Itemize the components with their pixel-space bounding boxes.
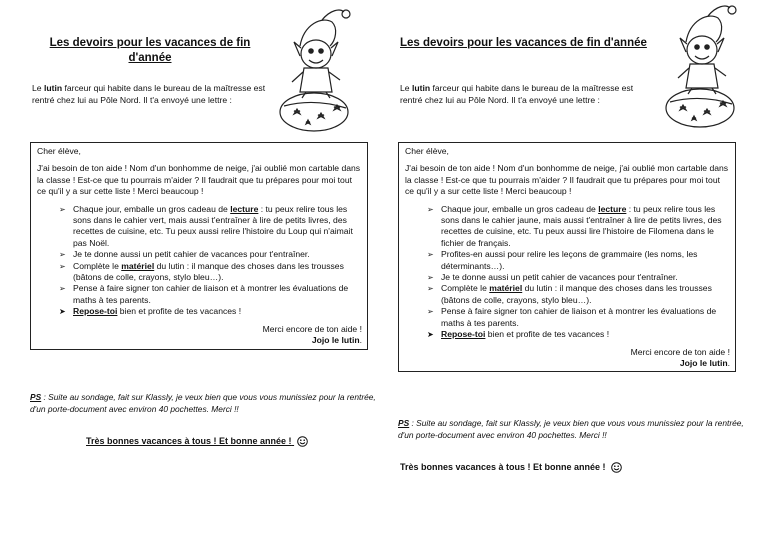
- list-item: ➢ Je te donne aussi un petit cahier de vacances pour t'entraîner.: [59, 249, 362, 260]
- letter-box: [398, 142, 736, 372]
- intro-text: Le lutin farceur qui habite dans le bureau de la maîtresse est rentré chez lui au Pôle Nord. Il t'a envoyé une lettre :: [400, 83, 634, 105]
- list-item: ➢ Pense à faire signer ton cahier de liaison et à montrer les évaluations de maths à tes parents.: [427, 306, 730, 329]
- elf-illustration: [656, 2, 741, 130]
- list-item: ➢ Chaque jour, emballe un gros cadeau de lecture : tu peux relire tous les sons dans le cahier jaune, mais aussi t'entraîner à lire de petits livres, des recettes de cuisine, etc. Tu peux aussi lire l'histoire de Filomena dans le fichier de français.: [427, 204, 730, 250]
- letter-box: [30, 142, 368, 350]
- wish-line: Très bonnes vacances à tous ! Et bonne année !: [86, 436, 308, 447]
- list-item: ➢ Complète le matériel du lutin : il manque des choses dans les trousses (bâtons de colle, crayons, stylo bleu…).: [427, 283, 730, 306]
- greeting: Cher élève,: [37, 146, 81, 156]
- list-item: ➤ Repose-toi bien et profite de tes vacances !: [59, 306, 362, 317]
- wish-line: Très bonnes vacances à tous ! Et bonne année !: [400, 462, 622, 473]
- ps-note: PS : Suite au sondage, fait sur Klassly, je veux bien que vous vous munissiez pour la rentrée, d'un porte-document avec environ 40 pochettes. Merci !!: [30, 392, 376, 414]
- list-item: ➤ Repose-toi bien et profite de tes vacances !: [427, 329, 730, 340]
- page-title: Les devoirs pour les vacances de fin d'année: [400, 37, 647, 49]
- list-item: ➢ Profites-en aussi pour relire les leçons de grammaire (les noms, les déterminants…).: [427, 249, 730, 272]
- signature: Jojo le lutin.: [311, 335, 362, 346]
- smiley-icon: [611, 462, 622, 473]
- thanks-line: Merci encore de ton aide !: [630, 346, 730, 357]
- list-item: ➢ Pense à faire signer ton cahier de liaison et à montrer les évaluations de maths à tes parents.: [59, 283, 362, 306]
- letter-paragraph: J'ai besoin de ton aide ! Nom d'un bonhomme de neige, j'ai oublié mon cartable dans la classe ! Est-ce que tu pourrais m'aider ? Il faudrait que tu prépares pour moi tout ce qu'il y a sur cette liste ! Merci beaucoup !: [405, 163, 729, 197]
- intro-text: Le lutin farceur qui habite dans le bureau de la maîtresse est rentré chez lui au Pôle Nord. Il t'a envoyé une lettre :: [32, 83, 266, 105]
- smiley-icon: [297, 436, 308, 447]
- elf-illustration: [270, 6, 355, 134]
- list-item: ➢ Chaque jour, emballe un gros cadeau de lecture : tu peux relire tous les sons dans le cahier vert, mais aussi t'entraîner à lire de petits livres, des recettes de cuisine, etc. Tu peux aussi relire l'histoire du Loup qui n'aimait pas Noël.: [59, 204, 362, 250]
- ps-note: PS : Suite au sondage, fait sur Klassly, je veux bien que vous vous munissiez pour la rentrée, d'un porte-document avec environ 40 pochettes. Merci !!: [398, 418, 744, 440]
- list-item: ➢ Complète le matériel du lutin : il manque des choses dans les trousses (bâtons de colle, crayons, stylo bleu…).: [59, 261, 362, 284]
- letter-paragraph: J'ai besoin de ton aide ! Nom d'un bonhomme de neige, j'ai oublié mon cartable dans la classe ! Est-ce que tu pourrais m'aider ? Il faudrait que tu prépares pour moi tout ce qu'il y a sur cette liste ! Merci beaucoup !: [37, 163, 361, 197]
- signature: Jojo le lutin.: [679, 357, 730, 368]
- task-list: [405, 204, 730, 341]
- greeting: Cher élève,: [405, 146, 449, 156]
- list-item: ➢ Je te donne aussi un petit cahier de vacances pour t'entraîner.: [427, 272, 730, 283]
- thanks-line: Merci encore de ton aide !: [262, 323, 362, 334]
- page-title: Les devoirs pour les vacances de fin d'année: [49, 37, 251, 64]
- task-list: [37, 204, 362, 318]
